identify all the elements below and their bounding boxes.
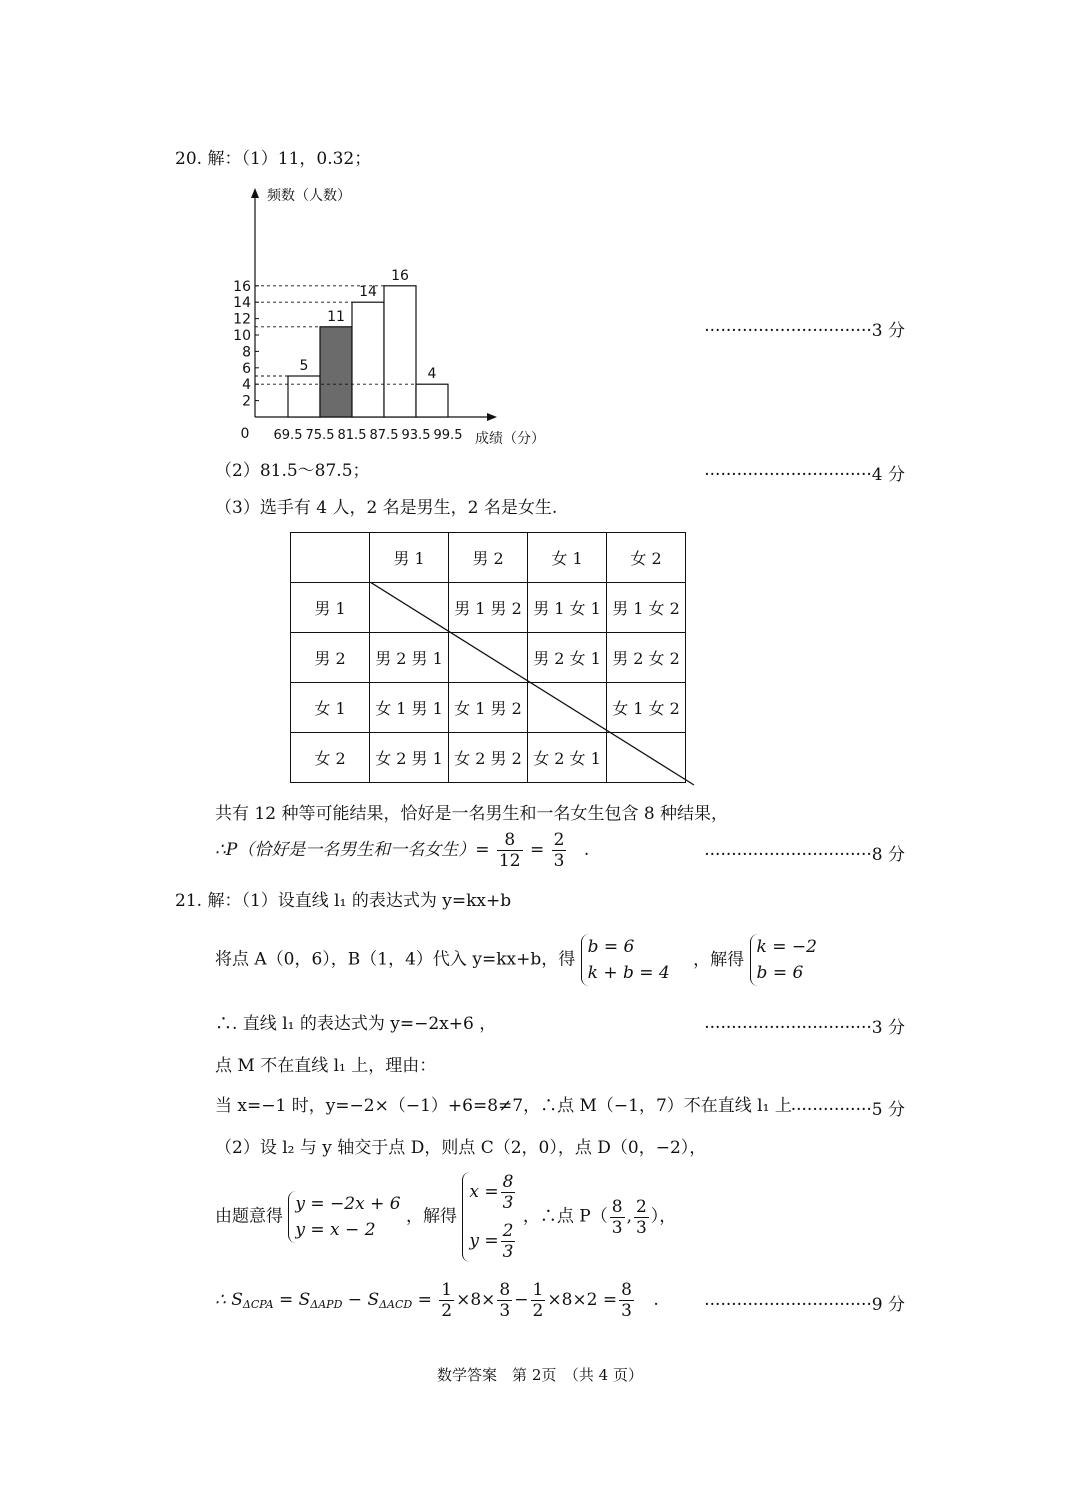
numerator: 2 <box>553 830 565 850</box>
x-tick-label: 87.5 <box>369 428 399 443</box>
x-tick-label: 93.5 <box>401 428 431 443</box>
denominator: 3 <box>635 1217 647 1238</box>
equals: = <box>529 840 545 860</box>
numerator: 1 <box>441 1280 453 1300</box>
q20-part3: （3）选手有 4 人，2 名是男生，2 名是女生. <box>215 498 558 518</box>
bar-value-label: 11 <box>327 308 345 325</box>
equation: b = 6 <box>587 937 635 957</box>
q21-line-expression: ∴. 直线 l₁ 的表达式为 y=−2x+6 ， <box>215 1014 497 1034</box>
y-solution <box>469 1221 517 1262</box>
y-tick-label: 2 <box>242 393 251 410</box>
comma: , <box>626 1206 632 1227</box>
table-cell: 女 1 男 2 <box>449 683 528 733</box>
denominator: 3 <box>611 1217 623 1238</box>
system-2 <box>750 934 817 986</box>
fraction <box>497 1280 512 1321</box>
fraction <box>552 830 567 871</box>
y-tick-label: 10 <box>233 328 251 344</box>
q21-heading: 21. 解：（1）设直线 l₁ 的表达式为 y=kx+b <box>175 891 512 911</box>
bar-value-label: 16 <box>391 267 409 284</box>
fraction <box>531 1280 546 1321</box>
numerator: 8 <box>611 1196 623 1217</box>
denominator: 12 <box>498 851 521 871</box>
q21-score-3: ·······························9 分 <box>704 1295 905 1315</box>
sub-prefix: 将点 A（0，6），B（1，4）代入 y=kx+b，得 <box>215 949 576 970</box>
y-tick-label: 6 <box>242 360 251 377</box>
q20-part2: （2）81.5～87.5； <box>215 461 370 481</box>
fraction <box>634 1197 649 1238</box>
q20-score-1: ·······························3 分 <box>704 321 905 341</box>
equation: k = −2 <box>756 937 817 957</box>
y-tick-label: 14 <box>233 295 251 312</box>
bar <box>320 327 352 417</box>
table-cell: 女 1 男 1 <box>370 683 449 733</box>
period: . <box>653 1290 659 1310</box>
area-term: − <box>514 1290 529 1310</box>
q21-score-1: ·······························3 分 <box>704 1018 905 1038</box>
point-p-close: ）， <box>650 1206 677 1227</box>
denominator: 3 <box>553 851 565 871</box>
q20-result-text: 共有 12 种等可能结果，恰好是一名男生和一名女生包含 8 种结果， <box>215 804 729 824</box>
denominator: 3 <box>502 1242 514 1262</box>
numerator: 8 <box>502 1172 514 1192</box>
y-tick-label: 8 <box>242 344 251 361</box>
table-cell: 男 2 <box>291 633 370 683</box>
sub-mid: ，解得 <box>693 949 745 970</box>
bar <box>352 302 384 417</box>
page-footer: 数学答案 第 2页 （共 4 页） <box>437 1366 643 1384</box>
q20-heading: 20. 解：（1）11，0.32； <box>175 149 372 169</box>
x-axis-label: 成绩（分） <box>475 431 545 447</box>
numerator: 8 <box>497 830 523 851</box>
x-tick-label: 99.5 <box>433 428 463 443</box>
table-cell: 男 1 女 1 <box>528 583 607 633</box>
table-header-row <box>291 533 686 583</box>
system-3 <box>288 1191 400 1243</box>
area-expression: ∴ $S_{\Delta CPA} = S_{\Delta APD} - S_{\Delta ACD}$ = <box>215 1290 432 1311</box>
q21-area <box>215 1280 659 1321</box>
q21-m-not-on-line: 点 M 不在直线 l₁ 上，理由： <box>215 1056 437 1076</box>
q21-reason: 当 x=−1 时，y=−2×（−1）+6=8≠7，∴点 M（−1，7）不在直线 l₁ 上 <box>215 1096 792 1116</box>
y-tick-label: 4 <box>242 377 251 394</box>
numerator: 2 <box>635 1196 647 1217</box>
point-p-prefix: ，∴点 P（ <box>522 1206 608 1227</box>
table-header-cell <box>291 533 370 583</box>
numerator: 8 <box>621 1280 632 1300</box>
table-cell: 男 2 女 1 <box>528 633 607 683</box>
q21-substitution <box>215 934 817 986</box>
table-header-cell: 男 2 <box>449 533 528 583</box>
q20-score-3: ·······························8 分 <box>704 845 905 865</box>
table-cell: 男 1 <box>291 583 370 633</box>
y-axis-arrow <box>251 188 259 198</box>
area-term: ×8×2 = <box>547 1290 618 1310</box>
x-solution <box>469 1172 517 1213</box>
denominator: 2 <box>441 1301 453 1321</box>
prob-prefix: ∴P（恰好是一名男生和一名女生）= <box>215 840 490 860</box>
fraction <box>497 830 523 871</box>
y-tick-label: 16 <box>233 278 251 295</box>
system-1 <box>581 934 670 986</box>
table-cell: 男 1 女 2 <box>607 583 686 633</box>
sys-prefix: 由题意得 <box>215 1206 283 1227</box>
q21-score-2: ···············5 分 <box>790 1100 905 1120</box>
x-tick-label: 75.5 <box>305 428 335 443</box>
table-cell: 女 2 女 1 <box>528 733 607 783</box>
table-cell: 男 2 男 1 <box>370 633 449 683</box>
table-cell: 男 2 女 2 <box>607 633 686 683</box>
q21-solve-system <box>215 1172 676 1262</box>
period: . <box>583 840 590 860</box>
y-tick-label: 12 <box>233 311 251 328</box>
x-tick-label: 81.5 <box>337 428 367 443</box>
denominator: 3 <box>621 1301 632 1321</box>
bar <box>384 286 416 417</box>
area-term: ×8× <box>456 1290 496 1310</box>
table-cell: 女 1 <box>291 683 370 733</box>
table-diagonal-line <box>370 582 695 787</box>
system-4 <box>462 1172 517 1262</box>
table-cell: 女 2 男 2 <box>449 733 528 783</box>
bar <box>416 384 448 417</box>
equation: y = x − 2 <box>295 1220 376 1240</box>
denominator: 2 <box>532 1301 544 1321</box>
bar <box>288 376 320 417</box>
y-axis-label: 频数（人数） <box>267 188 351 204</box>
x-tick-label: 69.5 <box>273 428 303 443</box>
fraction <box>610 1197 625 1238</box>
solve-word: ，解得 <box>405 1206 457 1227</box>
q20-probability <box>215 830 589 871</box>
bar-value-label: 4 <box>427 366 437 383</box>
origin-label: 0 <box>240 426 250 442</box>
table-header-cell: 女 1 <box>528 533 607 583</box>
x-eq: x = <box>469 1182 499 1202</box>
x-axis-arrow <box>487 413 497 421</box>
denominator: 3 <box>499 1301 511 1321</box>
q21-part2: （2）设 l₂ 与 y 轴交于点 D，则点 C（2，0），点 D（0，−2）， <box>215 1138 707 1158</box>
bar-value-label: 5 <box>299 358 309 374</box>
fraction <box>619 1280 634 1321</box>
table-cell: 女 2 男 1 <box>370 733 449 783</box>
denominator: 3 <box>502 1193 514 1213</box>
bar-value-label: 14 <box>359 284 377 301</box>
table-header-cell: 女 2 <box>607 533 686 583</box>
q20-score-2: ·······························4 分 <box>704 465 905 485</box>
numerator: 2 <box>502 1221 514 1241</box>
table-cell: 女 1 女 2 <box>607 683 686 733</box>
table-cell: 男 1 男 2 <box>449 583 528 633</box>
fraction <box>439 1280 454 1321</box>
table-cell: 女 2 <box>291 733 370 783</box>
y-eq: y = <box>469 1231 499 1251</box>
numerator: 8 <box>499 1280 511 1300</box>
fraction <box>501 1172 516 1213</box>
numerator: 1 <box>532 1280 544 1300</box>
table-header-cell: 男 1 <box>370 533 449 583</box>
equation: k + b = 4 <box>587 963 670 983</box>
equation: y = −2x + 6 <box>295 1194 401 1214</box>
fraction <box>501 1221 516 1262</box>
equation: b = 6 <box>756 963 804 983</box>
histogram-chart <box>225 180 565 450</box>
